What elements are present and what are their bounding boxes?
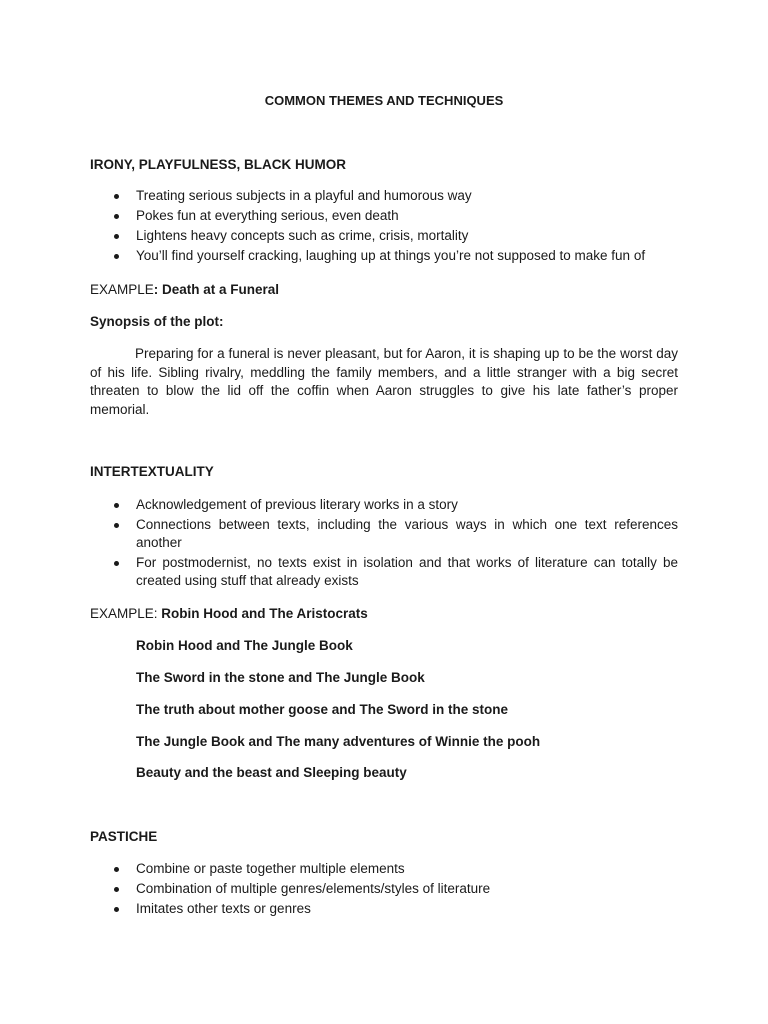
section-heading-irony: IRONY, PLAYFULNESS, BLACK HUMOR xyxy=(90,157,347,172)
example-item: The Sword in the stone and The Jungle Book xyxy=(136,670,425,685)
irony-bullet-list xyxy=(90,187,678,267)
example-item: Robin Hood and The Jungle Book xyxy=(136,638,353,653)
list-item: Acknowledgement of previous literary works in a story xyxy=(90,496,678,514)
bullet-icon xyxy=(114,907,119,912)
section-heading-intertextuality: INTERTEXTUALITY xyxy=(90,464,214,479)
example-label: EXAMPLE xyxy=(90,282,154,297)
bullet-icon xyxy=(114,503,119,508)
synopsis-heading: Synopsis of the plot: xyxy=(90,314,224,329)
irony-example-line xyxy=(90,281,279,299)
bullet-icon xyxy=(114,561,119,566)
example-title: : Death at a Funeral xyxy=(153,282,280,297)
bullet-icon xyxy=(114,887,119,892)
list-item: Imitates other texts or genres xyxy=(90,900,678,918)
example-title: Robin Hood and The Aristocrats xyxy=(161,606,368,621)
bullet-icon xyxy=(114,254,119,259)
list-item: Connections between texts, including the various ways in which one text references another xyxy=(90,516,678,552)
intertextuality-bullet-list xyxy=(90,496,678,592)
page-title: COMMON THEMES AND TECHNIQUES xyxy=(264,93,504,108)
bullet-icon xyxy=(114,194,119,199)
example-item: The Jungle Book and The many adventures of Winnie the pooh xyxy=(136,734,541,749)
bullet-icon xyxy=(114,867,119,872)
synopsis-paragraph: Preparing for a funeral is never pleasant, but for Aaron, it is shaping up to be the worst day of his life. Sibling rivalry, meddling the family members, and a little stranger with a big secret threaten to blow the lid off the coffin when Aaron struggles to give his late father’s proper memorial. xyxy=(90,346,678,417)
example-label: EXAMPLE: xyxy=(90,606,162,621)
list-item: Combination of multiple genres/elements/styles of literature xyxy=(90,880,678,898)
list-item: For postmodernist, no texts exist in isolation and that works of literature can totally be created using stuff that already exists xyxy=(90,554,678,590)
list-item: You’ll find yourself cracking, laughing up at things you’re not supposed to make fun of xyxy=(90,247,678,265)
list-item: Treating serious subjects in a playful and humorous way xyxy=(90,187,678,205)
intertextuality-example-line xyxy=(90,605,368,623)
pastiche-bullet-list xyxy=(90,860,678,920)
list-item: Pokes fun at everything serious, even death xyxy=(90,207,678,225)
bullet-icon xyxy=(114,523,119,528)
bullet-icon xyxy=(114,234,119,239)
list-item: Combine or paste together multiple elements xyxy=(90,860,678,878)
example-item: The truth about mother goose and The Sword in the stone xyxy=(136,702,509,717)
list-item: Lightens heavy concepts such as crime, crisis, mortality xyxy=(90,227,678,245)
section-heading-pastiche: PASTICHE xyxy=(90,829,158,844)
bullet-icon xyxy=(114,214,119,219)
example-item: Beauty and the beast and Sleeping beauty xyxy=(136,765,407,780)
